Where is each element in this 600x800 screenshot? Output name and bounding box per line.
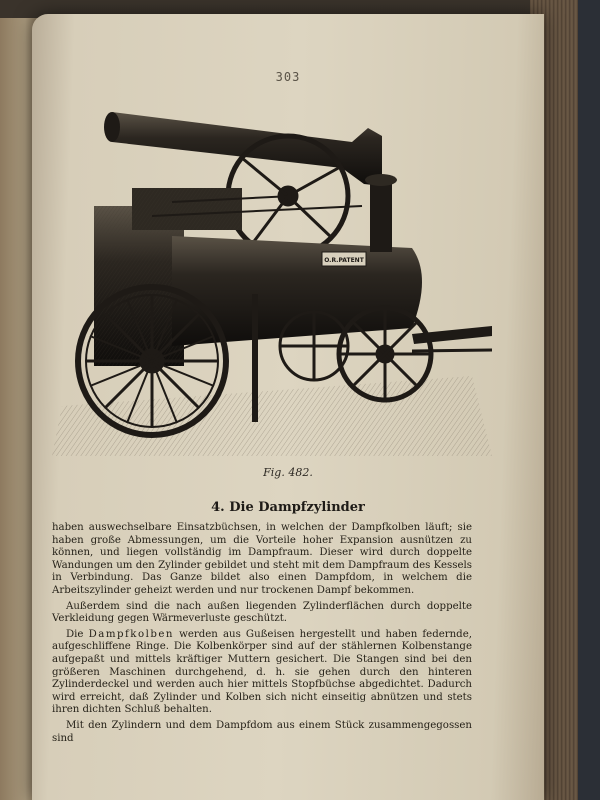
page-number: 303 [275, 70, 301, 84]
emphasized-term: Dampfkolben [88, 628, 174, 640]
front-wheel [339, 308, 431, 400]
book-page [32, 14, 544, 800]
engine-nameplate: O.R.PATENT [324, 257, 364, 264]
chimney [104, 112, 382, 186]
paragraph-4: Mit den Zylindern und dem Dampfdom aus einem Stück zusammengegossen sind [52, 719, 472, 744]
rear-wheel [78, 287, 226, 435]
section-heading: 4. Die Dampfzylinder [211, 500, 365, 515]
paragraph-1: haben auswechselbare Einsatzbüchsen, in welchen der Dampfkolben läuft; sie haben große Abmessungen, um die Vorteile hoher Expansion ausnützen zu können, und liegen vollständig im Dampfraum. Dieser wird durch doppelte Wandungen um den Zylinder gebildet und steht mit dem Dampfraum des Kessels in Verbindung. Das Ganze bildet also einen Dampfdom, in welchem die Arbeitszylinder geheizt werden und nur trockenen Dampf bekommen. [52, 522, 472, 596]
paragraph-3-lead: Die [66, 628, 84, 640]
book-cover-edge [578, 0, 600, 800]
body-text [52, 522, 472, 748]
paragraph-3-text: werden aus Gußeisen hergestellt und haben federnde, aufgeschliffene Ringe. Die Kolbenkörper sind auf der stählernen Kolbenstange aufgepaßt und mittels kräftiger Muttern gesichert. Die Stangen sind bei den größeren Maschinen durchgehend, d. h. sie gehen durch den hinteren Zylinderdeckel und werden auch hier mittels Stopfbüchse abgedichtet. Dadurch wird erreicht, daß Zylinder und Kolben sich nicht einseitig abnützen und stets ihren dichten Schluß behalten. [52, 628, 472, 716]
paragraph-2: Außerdem sind die nach außen liegenden Zylinderflächen durch doppelte Verkleidung gegen Wärmeverluste geschützt. [52, 600, 472, 625]
steam-engine-engraving [52, 106, 504, 466]
figure-caption: Fig. 482. [263, 466, 313, 479]
paragraph-3 [52, 629, 472, 717]
